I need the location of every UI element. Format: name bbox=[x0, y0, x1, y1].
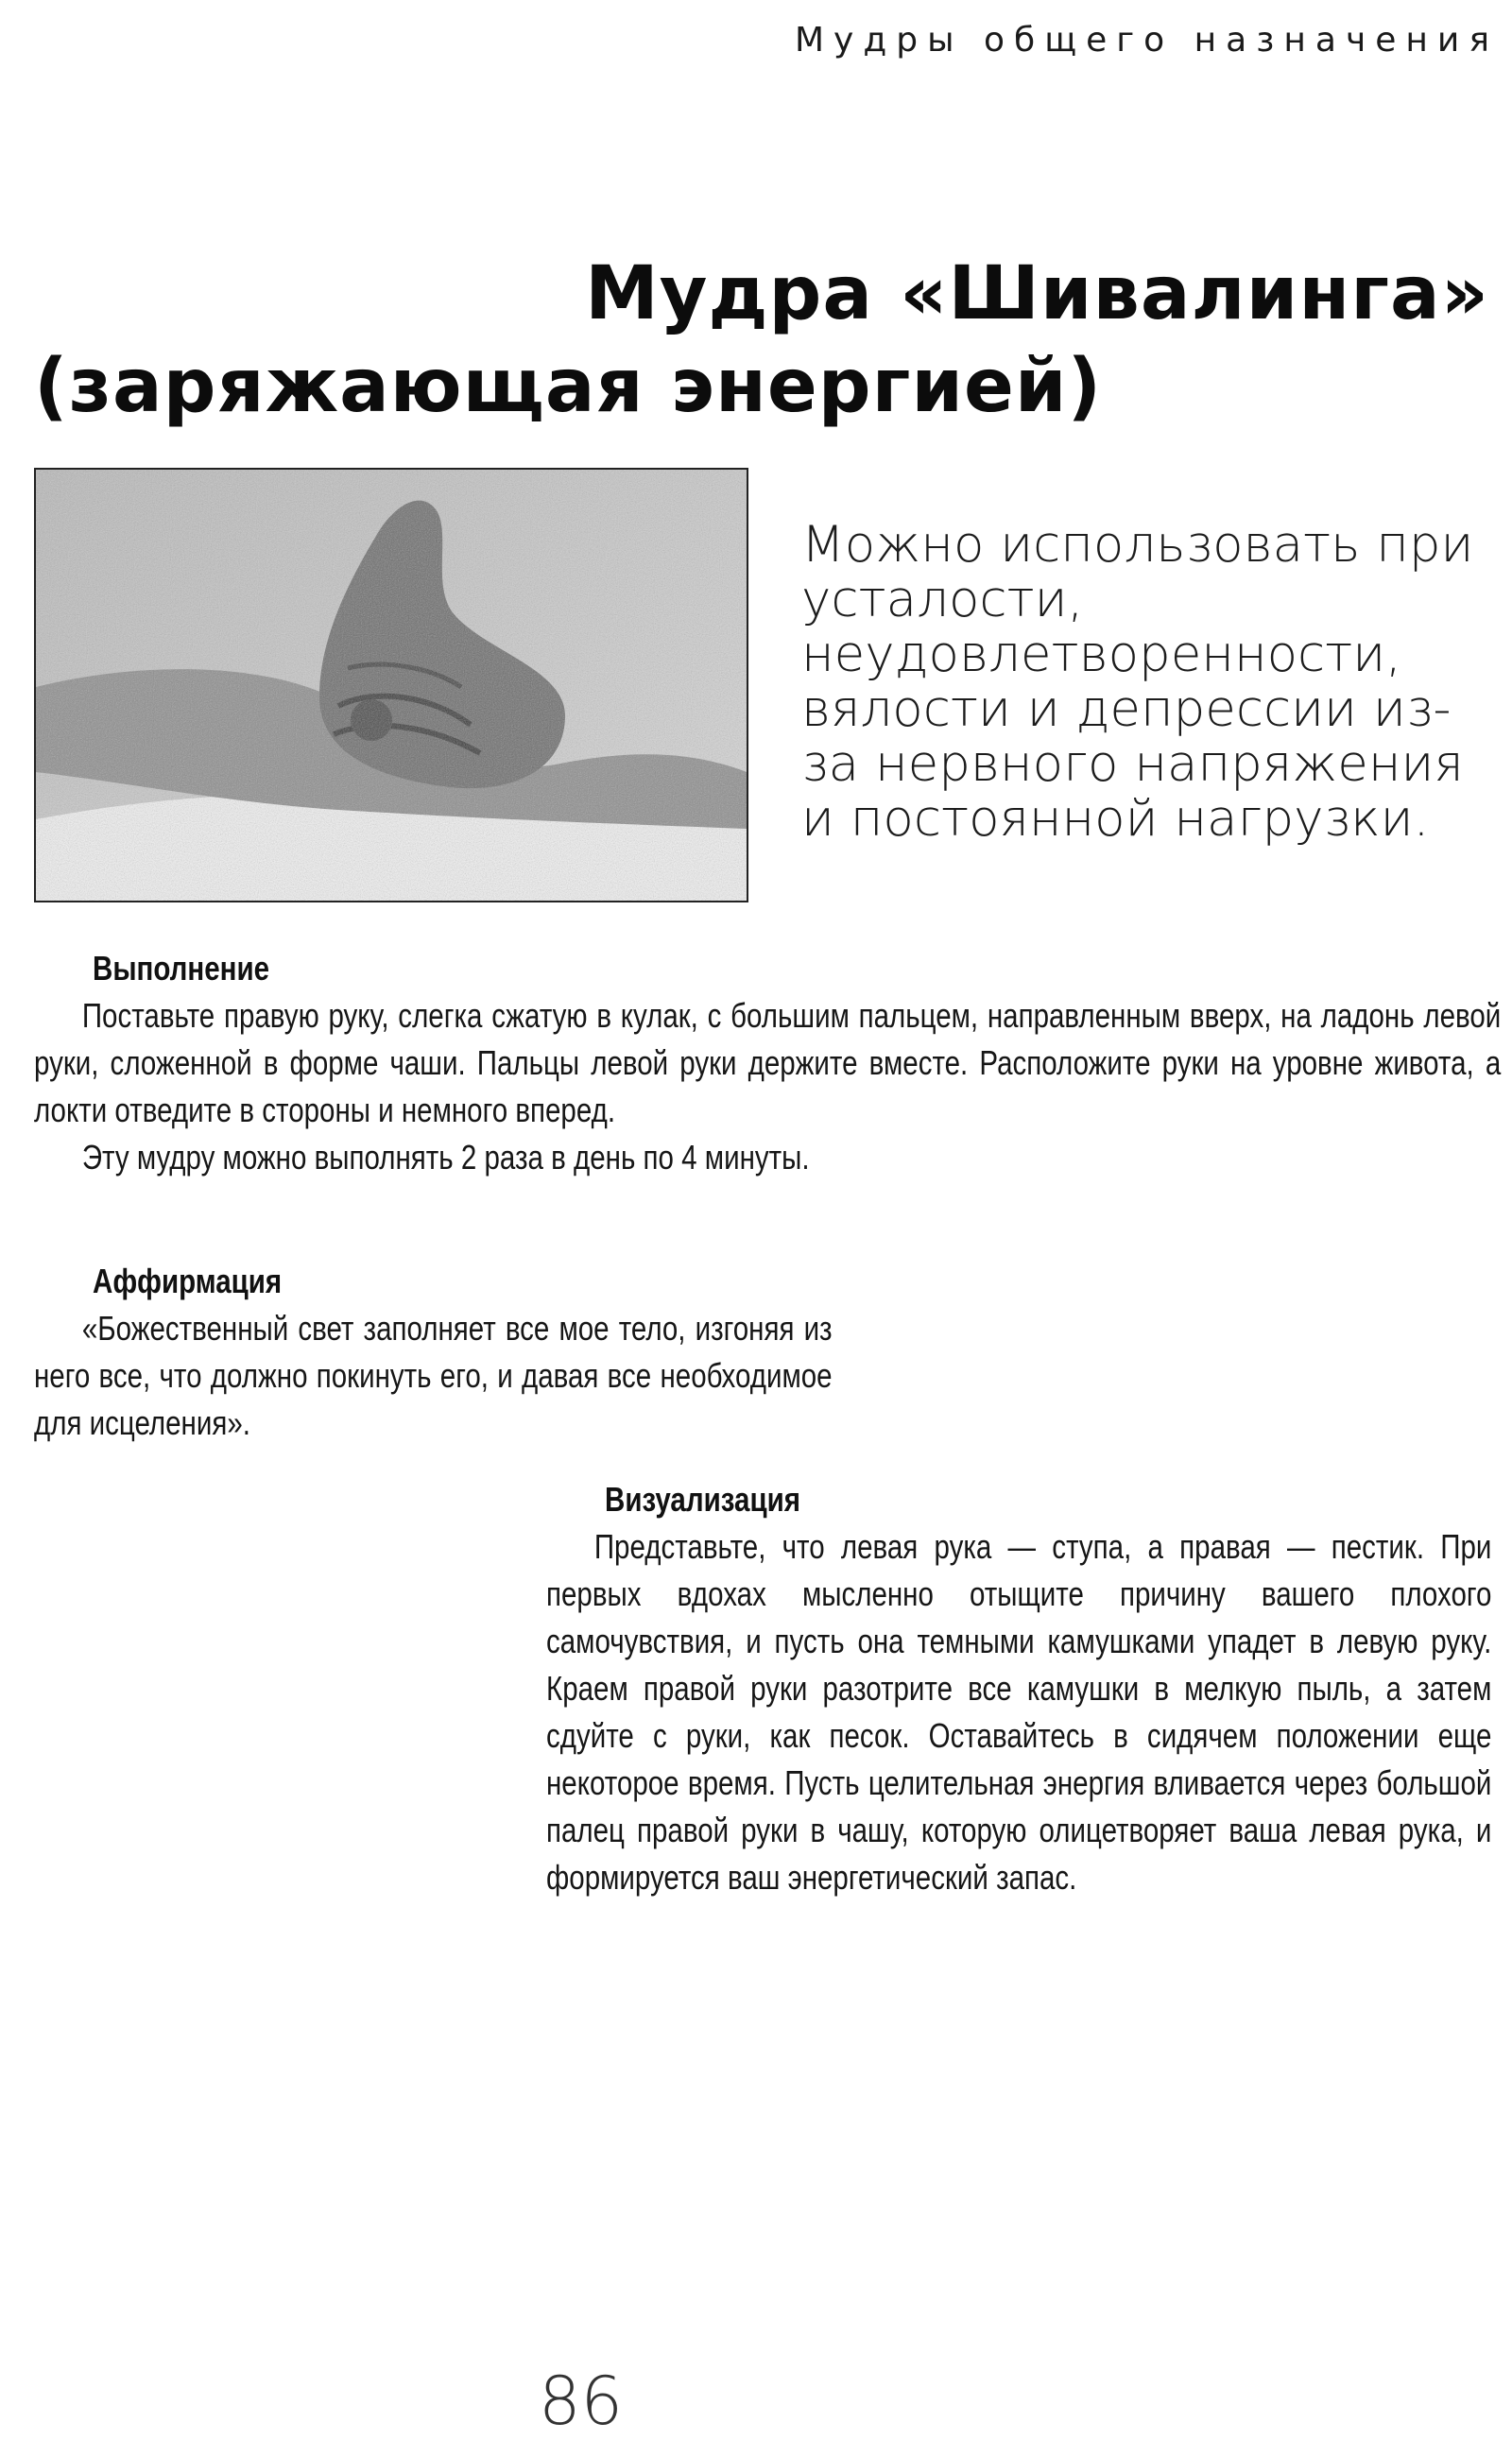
title-line-2: (заряжающая энергией) bbox=[34, 344, 1103, 429]
execution-paragraph-2: Эту мудру можно выполнять 2 раза в день по 4 минуты. bbox=[81, 1138, 810, 1177]
execution-text bbox=[34, 992, 1501, 1181]
page-number: 86 bbox=[539, 2363, 624, 2440]
affirmation-heading: Аффирмация bbox=[93, 1262, 283, 1300]
running-head: Мудры общего назначения bbox=[795, 21, 1499, 60]
affirmation-text bbox=[34, 1305, 833, 1447]
intro-text: Можно использовать при усталости, неудовлетворенности, вялости и депрессии из-за нервного напряжения и постоянной нагрузки. bbox=[801, 516, 1474, 848]
affirmation-paragraph: «Божественный свет заполняет все мое тело, изгоняя из него все, что должно покинуть его, и давая все необходимое для исцеления». bbox=[34, 1309, 833, 1442]
title-line-1: Мудра «Шивалинга» bbox=[585, 251, 1489, 336]
page-title bbox=[34, 248, 1489, 433]
execution-paragraph-1: Поставьте правую руку, слегка сжатую в кулак, с большим пальцем, направленным вверх, на ладонь левой руки, сложенной в форме чаши. Пальцы левой руки держите вместе. Расположите руки на уровне живота, а локти отведите в стороны и немного вперед. bbox=[34, 996, 1502, 1129]
visualization-text bbox=[546, 1523, 1491, 1901]
hand-mudra-photo bbox=[34, 468, 748, 902]
visualization-paragraph: Представьте, что левая рука — ступа, а правая — пестик. При первых вдохах мысленно отыщите причину вашего плохого самочувствия, и пусть она темными камушками упадет в левую руку. Краем правой руки разотрите все камушки в мелкую пыль, а затем сдуйте с руки, как песок. Оставайтесь в сидячем положении еще некоторое время. Пусть целительная энергия вливается через большой палец правой руки в чашу, которую олицетворяет ваша левая рука, и формируется ваш энергетический запас. bbox=[546, 1527, 1492, 1897]
visualization-heading: Визуализация bbox=[605, 1480, 800, 1519]
execution-heading: Выполнение bbox=[93, 949, 270, 988]
